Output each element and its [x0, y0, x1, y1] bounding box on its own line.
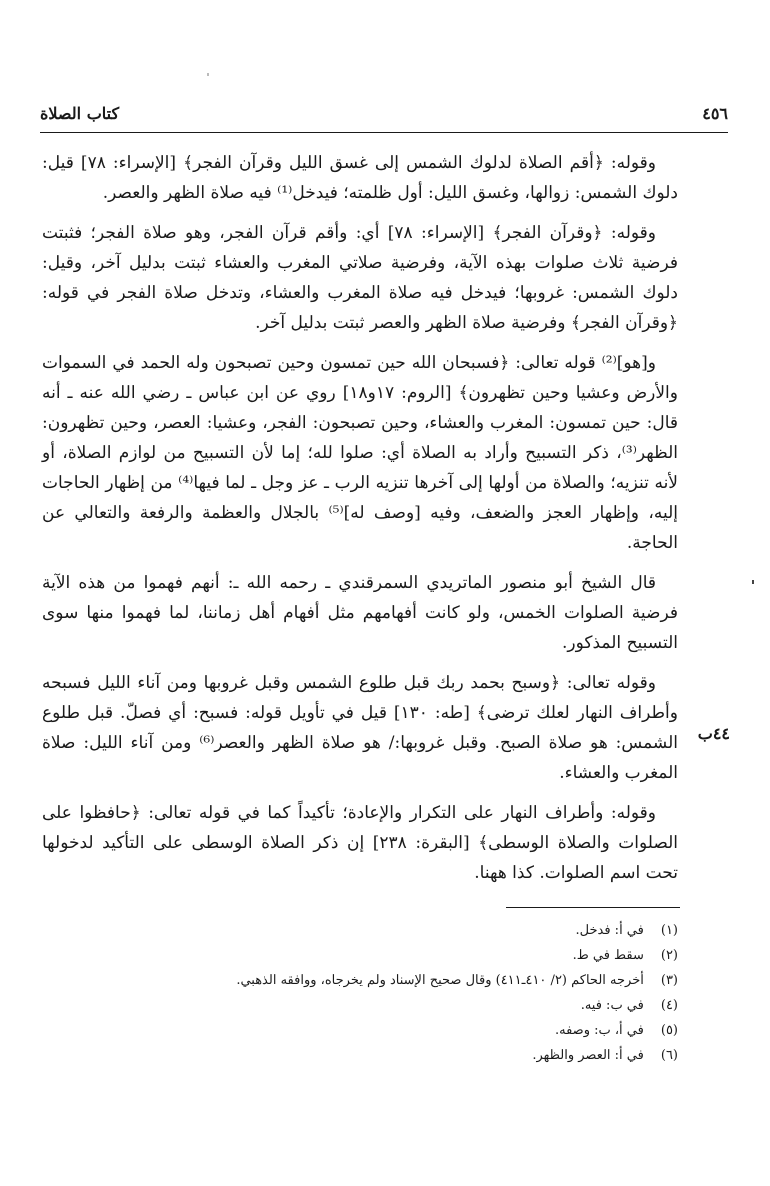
- footnote-number: (٣): [660, 973, 678, 988]
- page-number: ٤٥٦: [702, 104, 728, 123]
- paragraph: وقوله: وأطراف النهار على التكرار والإعادة؛ تأكيداً كما في قوله تعالى: ﴿حافظوا على الصلوات والصلاة الوسطى﴾ [البقرة: ٢٣٨] إن ذكر الصلاة الوسطى على التأكيد لدخولها تحت اسم الصلوات. كذا ههنا.: [42, 803, 679, 883]
- footnote: [42, 918, 678, 943]
- paragraph: وقوله: ﴿أقم الصلاة لدلوك الشمس إلى غسق الليل وقرآن الفجر﴾ [الإسراء: ٧٨] قيل: دلوك الشمس: زوالها، وغسق الليل: أول ظلمته؛ فيدخل⁽¹⁾ فيه صلاة الظهر والعصر.: [42, 153, 678, 203]
- footnote: [42, 993, 678, 1018]
- footnote-number: (٤): [660, 998, 678, 1013]
- footnote: [42, 943, 678, 968]
- paragraph: قال الشيخ أبو منصور الماتريدي السمرقندي ـ رحمه الله ـ: أنهم فهموا من هذه الآية فرضية الصلوات الخمس، ولو كانت أفهامهم مثل أفهام أهل زماننا، لما فهموا منها سوى التسبيح المذكور.: [42, 573, 678, 653]
- running-title: كتاب الصلاة: [40, 104, 120, 123]
- footnote: [42, 1018, 678, 1043]
- paragraph: وقوله تعالى: ﴿وسبح بحمد ربك قبل طلوع الشمس وقبل غروبها ومن آناء الليل فسبحه وأطراف النهار لعلك ترضى﴾ [طه: ١٣٠] قيل في تأويل قوله: فسبح: أي فصلّ. قبل طلوع الشمس: هو صلاة الصبح. وقبل غروبها:/ هو صلاة الظهر والعصر⁽⁶⁾ ومن آناء الليل: صلاة المغرب والعشاء.: [42, 673, 678, 783]
- footnote-text: في أ، ب: وصفه.: [554, 1023, 644, 1038]
- footnote-number: (١): [660, 923, 678, 938]
- footnote-number: (٢): [660, 948, 678, 963]
- footnote-separator: [506, 907, 680, 908]
- footnote-text: في أ: فدخل.: [575, 923, 644, 938]
- manuscript-folio-marker: ٤٤ب: [697, 724, 730, 743]
- paragraph: وقوله: ﴿وقرآن الفجر﴾ [الإسراء: ٧٨] أي: وأقم قرآن الفجر، وهو صلاة الفجر؛ فثبتت فرضية ثلاث صلوات بهذه الآية، وفرضية صلاتي المغرب والعشاء ثبتت بدليل آخر، وقيل: دلوك الشمس: غروبها؛ فيدخل فيه صلاة المغرب والعشاء، وتدخل صلاة الفجر في قوله: ﴿وقرآن الفجر﴾ وفرضية صلاة الظهر والعصر ثبتت بدليل آخر.: [42, 223, 678, 333]
- paragraph: و[هو]⁽²⁾ قوله تعالى: ﴿فسبحان الله حين تمسون وحين تصبحون وله الحمد في السموات والأرض وعشيا وحين تظهرون﴾ [الروم: ١٧و١٨] روي عن ابن عباس ـ رضي الله عنه ـ أنه قال: حين تمسون: المغرب والعشاء، وحين تصبحون: الفجر، وعشيا: العصر، وحين تظهرون: الظهر⁽³⁾، ذكر التسبيح وأراد به الصلاة أي: صلوا لله؛ إما لأن التسبيح من لوازم الصلاة، أو لأنه تنزيه؛ والصلاة من أولها إلى آخرها تنزيه الرب ـ عز وجل ـ لما فيها⁽⁴⁾ من إظهار الحاجات إليه، وإظهار العجز والضعف، وفيه [وصف له]⁽⁵⁾ بالجلال والعظمة والرفعة والتعالي عن الحاجة.: [42, 353, 678, 553]
- footnote-text: في أ: العصر والظهر.: [532, 1048, 644, 1063]
- page-header: [40, 98, 728, 133]
- footnote-number: (٥): [660, 1023, 678, 1038]
- footnote-text: في ب: فيه.: [580, 998, 644, 1013]
- footnote-text: أخرجه الحاكم (٢/ ٤١٠ـ٤١١) وقال صحيح الإسناد ولم يخرجاه، ووافقه الذهبي.: [236, 973, 644, 988]
- footnote: [42, 1043, 678, 1068]
- footnote-text: سقط في ط.: [572, 948, 644, 963]
- footnotes: [42, 918, 678, 1068]
- scan-mark: [207, 73, 209, 76]
- footnote: [42, 968, 678, 993]
- scan-mark: [752, 580, 754, 584]
- main-text: [42, 148, 678, 898]
- footnote-number: (٦): [660, 1048, 678, 1063]
